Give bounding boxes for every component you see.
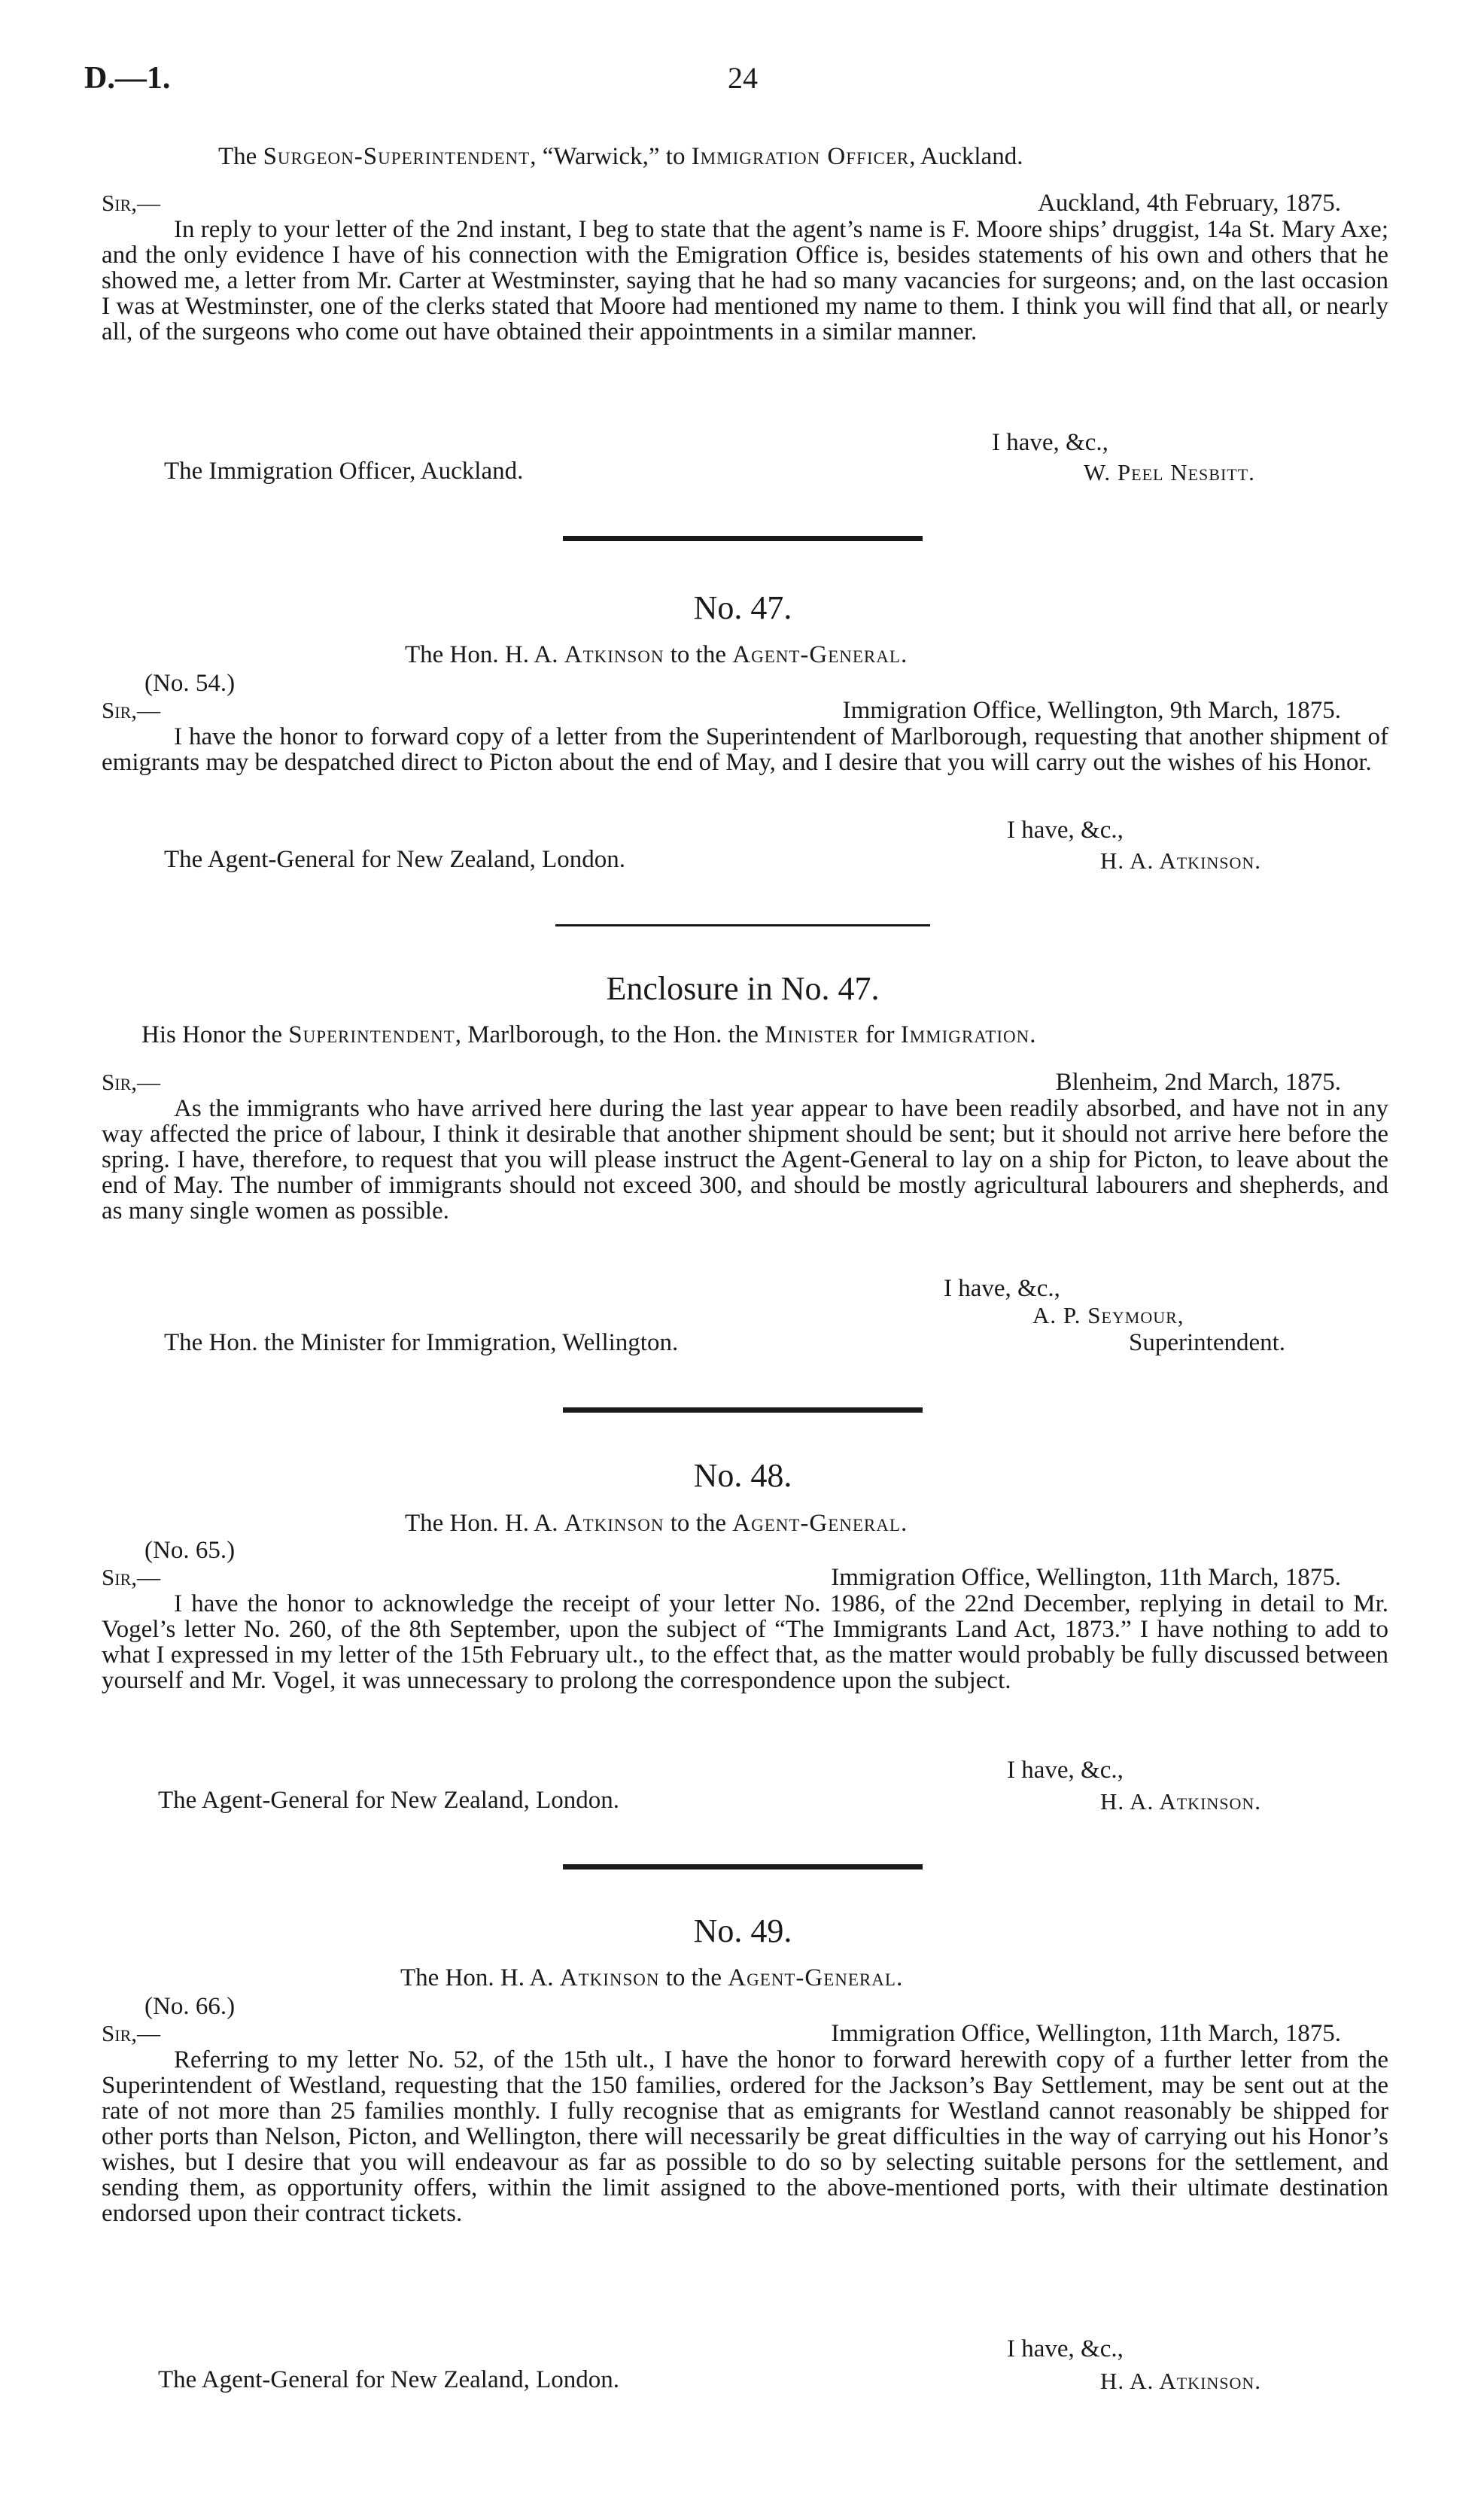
heading-sender: Atkinson bbox=[559, 1964, 660, 1991]
letter1-closing: I have, &c., bbox=[992, 429, 1108, 456]
letter3-signature: H. A. Atkinson. bbox=[1100, 1788, 1262, 1815]
heading-text: His Honor the bbox=[141, 1021, 289, 1048]
enclosure-title: Enclosure in No. 47. bbox=[606, 970, 880, 1007]
letter2-heading bbox=[405, 641, 907, 669]
letter4-reference: (No. 66.) bbox=[144, 1993, 236, 2020]
enclosure-dateline: Blenheim, 2nd March, 1875. bbox=[1055, 1069, 1341, 1096]
heading-text: to the bbox=[664, 1510, 733, 1537]
letter3-reference: (No. 65.) bbox=[144, 1537, 236, 1564]
enclosure-heading bbox=[141, 1021, 1035, 1049]
letter2-dateline: Immigration Office, Wellington, 9th March, 1875. bbox=[842, 697, 1341, 724]
letter3-heading bbox=[405, 1510, 907, 1538]
heading-sender: Atkinson bbox=[564, 641, 664, 668]
letter2-signature: H. A. Atkinson. bbox=[1100, 847, 1262, 874]
section-divider bbox=[563, 1864, 923, 1870]
heading-text: The Hon. H. A. bbox=[400, 1964, 560, 1991]
heading-text: . bbox=[896, 1964, 903, 1991]
heading-text: , Marlborough, to the Hon. the bbox=[455, 1021, 765, 1048]
enclosure-closing: I have, &c., bbox=[944, 1275, 1060, 1302]
letter4-salutation: Sir,— bbox=[102, 2020, 160, 2046]
heading-text: to the bbox=[659, 1964, 728, 1991]
letter3-closing: I have, &c., bbox=[1007, 1757, 1124, 1784]
heading-recipient: Immigration Officer bbox=[691, 143, 910, 170]
heading-recipient: Agent-General bbox=[732, 641, 901, 668]
letter3-number: No. 48. bbox=[693, 1457, 792, 1494]
letter4-dateline: Immigration Office, Wellington, 11th March, 1875. bbox=[831, 2020, 1341, 2047]
letter2-salutation: Sir,— bbox=[102, 697, 160, 723]
letter2-number: No. 47. bbox=[693, 589, 792, 626]
letter4-addressee: The Agent-General for New Zealand, London. bbox=[158, 2366, 620, 2393]
heading-sender: Atkinson bbox=[564, 1510, 664, 1537]
heading-text: The Hon. H. A. bbox=[405, 641, 564, 668]
letter1-heading bbox=[218, 143, 1023, 171]
heading-text: , Auckland. bbox=[909, 143, 1023, 170]
section-divider bbox=[555, 924, 930, 926]
heading-recipient: Agent-General bbox=[732, 1510, 901, 1537]
section-divider bbox=[563, 1407, 923, 1413]
heading-text: , “Warwick,” to bbox=[530, 143, 692, 170]
page-id: D.—1. bbox=[84, 61, 171, 96]
letter3-salutation: Sir,— bbox=[102, 1564, 160, 1590]
letter3-dateline: Immigration Office, Wellington, 11th March, 1875. bbox=[831, 1564, 1341, 1591]
heading-text: . bbox=[900, 1510, 908, 1537]
heading-sender: Surgeon-Superintendent bbox=[263, 143, 531, 170]
heading-text: . bbox=[1029, 1021, 1036, 1048]
letter1-body: In reply to your letter of the 2nd instant, I beg to state that the agent’s name is F. Moore ships’ druggist, 14a St. Mary Axe; and the only evidence I have of his connection with the Emigration Office is, besides statements of his own and others that he showed me, a letter from Mr. Carter at Westminster, saying that he had so many vacancies for surgeons; and, on the last occasion I was at Westminster, one of the clerks stated that Moore had mentioned my name to them. I think you will find that all, or nearly all, of the surgeons who come out have obtained their appointments in a similar manner. bbox=[102, 216, 1388, 345]
heading-text: for bbox=[859, 1021, 901, 1048]
letter4-signature: H. A. Atkinson. bbox=[1100, 2368, 1262, 2394]
letter1-dateline: Auckland, 4th February, 1875. bbox=[1038, 190, 1341, 217]
letter3-addressee: The Agent-General for New Zealand, London. bbox=[158, 1787, 620, 1814]
heading-sender: Superintendent bbox=[288, 1021, 455, 1048]
heading-recipient: Minister bbox=[765, 1021, 859, 1048]
letter1-signature: W. Peel Nesbitt. bbox=[1084, 459, 1255, 485]
enclosure-addressee: The Hon. the Minister for Immigration, Wellington. bbox=[164, 1329, 679, 1356]
letter2-body: I have the honor to forward copy of a letter from the Superintendent of Marlborough, requesting that another shipment of emigrants may be despatched direct to Picton about the end of May, and I desire that you will carry out the wishes of his Honor. bbox=[102, 723, 1388, 776]
letter4-closing: I have, &c., bbox=[1007, 2335, 1124, 2362]
letter4-heading bbox=[400, 1964, 902, 1992]
heading-text: to the bbox=[664, 641, 733, 668]
letter2-addressee: The Agent-General for New Zealand, London. bbox=[164, 846, 626, 873]
enclosure-signature-title: Superintendent. bbox=[1129, 1329, 1286, 1356]
heading-text: The bbox=[218, 143, 263, 170]
enclosure-body: As the immigrants who have arrived here during the last year appear to have been readily absorbed, and have not in any way affected the price of labour, I think it desirable that another shipment should be sent; but it should not arrive here before the spring. I have, therefore, to request that you will please instruct the Agent-General to lay on a ship for Picton, to leave about the end of May. The number of immigrants should not exceed 300, and should be mostly agricultural labourers and shepherds, and as many single women as possible. bbox=[102, 1095, 1388, 1225]
heading-text: . bbox=[900, 641, 908, 668]
letter1-addressee: The Immigration Officer, Auckland. bbox=[164, 458, 524, 485]
letter2-reference: (No. 54.) bbox=[144, 670, 236, 697]
page-number: 24 bbox=[728, 61, 758, 95]
section-divider bbox=[563, 536, 923, 541]
enclosure-salutation: Sir,— bbox=[102, 1069, 160, 1095]
letter4-body: Referring to my letter No. 52, of the 15th ult., I have the honor to forward herewith copy of a further letter from the Superintendent of Westland, requesting that the 150 families, ordered for the Jackson’s Bay Settlement, may be sent out at the rate of not more than 25 families monthly. I fully recognise that as emigrants for Westland cannot reasonably be shipped for other ports than Nelson, Picton, and Wellington, there will necessarily be great difficulties in the way of carrying out his Honor’s wishes, but I desire that you will endeavour as far as possible to do so by selecting suitable persons for the settlement, and sending them, as opportunity offers, within the limit assigned to the above-mentioned ports, with their ultimate destination endorsed upon their contract tickets. bbox=[102, 2046, 1388, 2227]
letter4-number: No. 49. bbox=[693, 1912, 792, 1949]
heading-recipient: Immigration bbox=[900, 1021, 1030, 1048]
enclosure-signature: A. P. Seymour, bbox=[1032, 1302, 1184, 1328]
heading-text: The Hon. H. A. bbox=[405, 1510, 564, 1537]
letter1-salutation: Sir,— bbox=[102, 190, 160, 216]
heading-recipient: Agent-General bbox=[728, 1964, 896, 1991]
letter3-body: I have the honor to acknowledge the receipt of your letter No. 1986, of the 22nd December, replying in detail to Mr. Vogel’s letter No. 260, of the 8th September, upon the subject of “The Immigrants Land Act, 1873.” I have nothing to add to what I expressed in my letter of the 15th February ult., to the effect that, as the matter would probably be fully discussed between yourself and Mr. Vogel, it was unnecessary to prolong the correspondence upon the subject. bbox=[102, 1590, 1388, 1694]
letter2-closing: I have, &c., bbox=[1007, 817, 1124, 844]
